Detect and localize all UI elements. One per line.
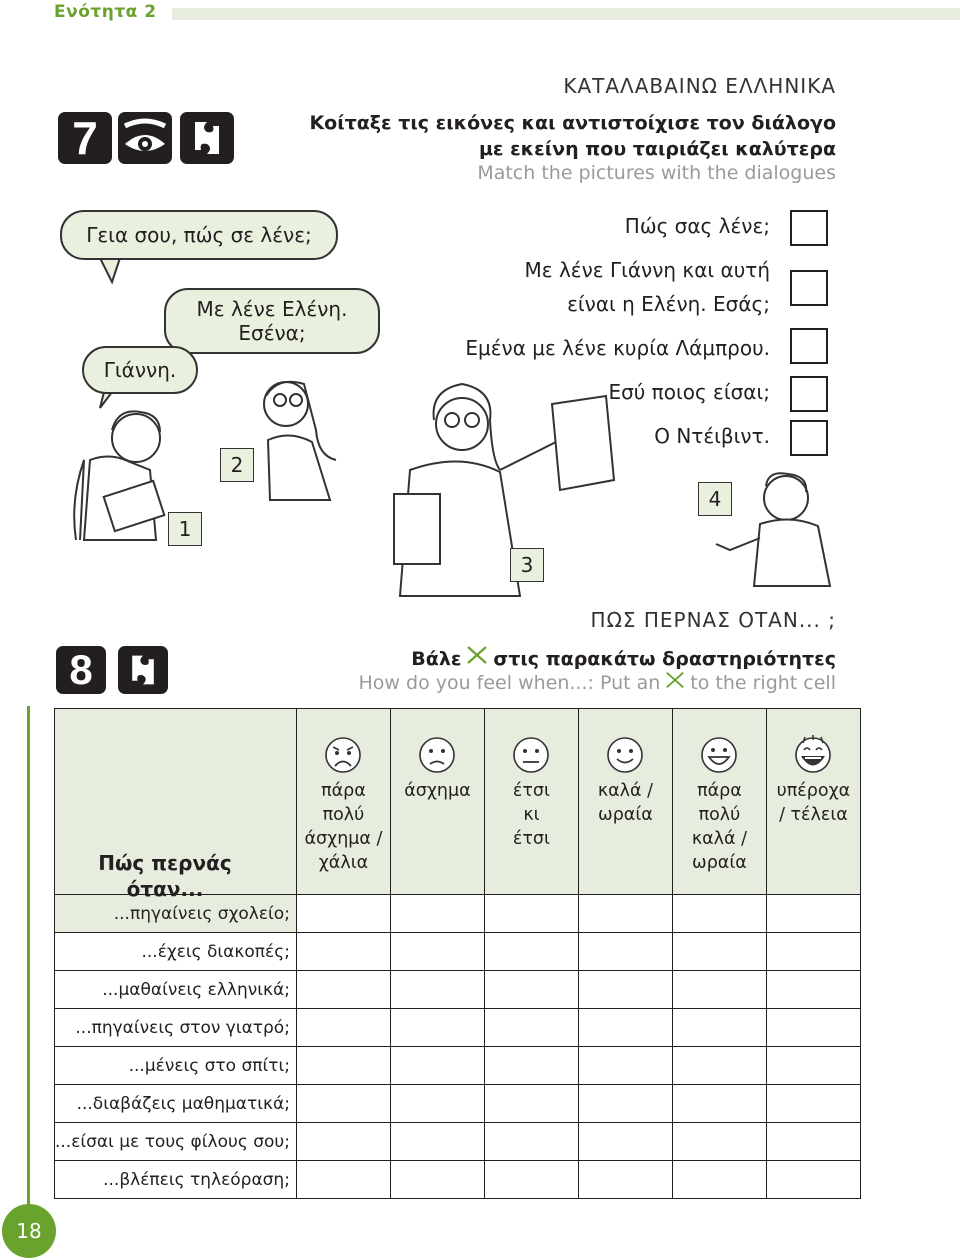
x-mark-icon <box>465 644 489 673</box>
column-excellent <box>766 709 860 895</box>
column-label: / τέλεια <box>779 805 848 825</box>
answer-cell[interactable] <box>390 895 484 933</box>
exercise-7-instruction-2: με εκείνη που ταιριάζει καλύτερα <box>478 138 836 160</box>
answer-cell[interactable] <box>578 1123 672 1161</box>
row-question: ...μαθαίνεις ελληνικά; <box>55 971 297 1009</box>
answer-cell[interactable] <box>296 1085 390 1123</box>
puzzle-icon <box>118 646 168 694</box>
very-sad-face-icon <box>323 735 363 775</box>
table-row <box>55 1161 861 1199</box>
exercise-7-number: 7 <box>58 112 112 164</box>
column-label: καλά / <box>597 781 654 801</box>
table-row <box>55 1123 861 1161</box>
speech-bubble-elena <box>164 288 380 354</box>
answer-cell[interactable] <box>484 1047 578 1085</box>
table-row <box>55 1047 861 1085</box>
page-margin-line <box>27 706 30 1206</box>
answer-cell[interactable] <box>766 971 860 1009</box>
exercise-8-instruction-post: στις παρακάτω δραστηριότητες <box>493 647 836 670</box>
answer-cell[interactable] <box>766 1009 860 1047</box>
column-label: καλά / <box>691 829 748 849</box>
answer-cell[interactable] <box>672 1047 766 1085</box>
table-row <box>55 971 861 1009</box>
exercise-8-instruction-en-post: to the right cell <box>690 671 836 694</box>
table-row <box>55 1085 861 1123</box>
column-label: πάρα <box>697 781 742 801</box>
column-so-so <box>484 709 578 895</box>
speech-bubble-elena-line2: Εσένα; <box>238 321 306 345</box>
answer-cell[interactable] <box>296 1123 390 1161</box>
exercise-7-heading: ΚΑΤΑΛΑΒΑΙΝΩ ΕΛΛΗΝΙΚΑ <box>563 74 836 98</box>
answer-cell[interactable] <box>766 1085 860 1123</box>
column-label: πολύ <box>698 805 741 825</box>
answer-cell[interactable] <box>390 1085 484 1123</box>
answer-cell[interactable] <box>578 971 672 1009</box>
answer-cell[interactable] <box>672 1161 766 1199</box>
row-question: ...έχεις διακοπές; <box>55 933 297 971</box>
column-label: ωραία <box>598 805 653 825</box>
row-question: ...πηγαίνεις στον γιατρό; <box>55 1009 297 1047</box>
speech-bubble-elena-line1: Με λένε Ελένη. <box>196 297 348 321</box>
speech-bubble-giannis: Γιάννη. <box>82 346 198 394</box>
answer-cell[interactable] <box>766 933 860 971</box>
picture-number-4: 4 <box>698 482 732 516</box>
answer-cell[interactable] <box>766 1123 860 1161</box>
dialogue-line-6: Ο Ντέιβιντ. <box>654 424 770 448</box>
answer-cell[interactable] <box>484 933 578 971</box>
answer-cell[interactable] <box>390 1047 484 1085</box>
answer-cell[interactable] <box>390 1123 484 1161</box>
column-label: άσχημα / <box>304 829 383 849</box>
table-row <box>55 1009 861 1047</box>
answer-cell[interactable] <box>766 895 860 933</box>
neutral-face-icon <box>511 735 551 775</box>
answer-cell[interactable] <box>296 1161 390 1199</box>
answer-cell[interactable] <box>672 971 766 1009</box>
column-label: πολύ <box>322 805 365 825</box>
dialogue-line-5: Εσύ ποιος είσαι; <box>608 380 770 404</box>
answer-cell[interactable] <box>672 895 766 933</box>
column-label: κι <box>523 805 540 825</box>
table-corner-title-line2: όταν... <box>126 877 204 901</box>
answer-cell[interactable] <box>672 1085 766 1123</box>
exercise-8-instruction-en <box>359 670 836 695</box>
x-mark-icon <box>664 670 686 695</box>
row-question: ...διαβάζεις μαθηματικά; <box>55 1085 297 1123</box>
row-question: ...πηγαίνεις σχολείο; <box>55 895 297 933</box>
column-very-bad <box>296 709 390 895</box>
column-label: ωραία <box>692 853 747 873</box>
column-label: χάλια <box>318 853 369 873</box>
column-label: έτσι <box>512 781 550 801</box>
answer-cell[interactable] <box>390 1009 484 1047</box>
answer-cell[interactable] <box>578 895 672 933</box>
answer-cell[interactable] <box>766 1161 860 1199</box>
column-label: έτσι <box>512 829 550 849</box>
exercise-8-instruction-en-pre: How do you feel when...: Put an <box>358 671 661 694</box>
column-label: πάρα <box>321 781 366 801</box>
answer-cell[interactable] <box>578 1085 672 1123</box>
answer-cell[interactable] <box>296 933 390 971</box>
answer-cell[interactable] <box>672 1009 766 1047</box>
match-checkbox-5[interactable] <box>790 420 828 456</box>
table-corner-title <box>70 850 260 902</box>
row-question: ...βλέπεις τηλεόραση; <box>55 1161 297 1199</box>
dialogue-line-3: είναι η Ελένη. Εσάς; <box>567 292 770 316</box>
big-smile-face-icon <box>699 735 739 775</box>
exercise-8-number: 8 <box>56 646 106 694</box>
row-question: ...είσαι με τους φίλους σου; <box>55 1123 297 1161</box>
smile-face-icon <box>605 735 645 775</box>
answer-cell[interactable] <box>296 1047 390 1085</box>
column-very-good <box>672 709 766 895</box>
laughing-face-icon <box>791 735 835 775</box>
column-label: άσχημα <box>404 781 471 801</box>
feelings-table <box>54 708 861 1199</box>
answer-cell[interactable] <box>296 895 390 933</box>
answer-cell[interactable] <box>296 1009 390 1047</box>
picture-number-3: 3 <box>510 548 544 582</box>
match-checkbox-1[interactable] <box>790 210 828 246</box>
column-good <box>578 709 672 895</box>
speech-bubble-hello: Γεια σου, πώς σε λένε; <box>60 210 338 260</box>
dialogue-line-2: Με λένε Γιάννη και αυτή <box>524 258 770 282</box>
page-number: 18 <box>2 1204 56 1258</box>
table-corner-title-line1: Πώς περνάς <box>98 851 232 875</box>
answer-cell[interactable] <box>484 1009 578 1047</box>
match-checkbox-3[interactable] <box>790 328 828 364</box>
row-question: ...μένεις στο σπίτι; <box>55 1047 297 1085</box>
picture-number-2: 2 <box>220 448 254 482</box>
answer-cell[interactable] <box>578 933 672 971</box>
column-label: υπέροχα <box>776 781 851 801</box>
exercise-8-instruction <box>411 644 836 673</box>
unit-label: Ενότητα 2 <box>54 2 157 22</box>
answer-cell[interactable] <box>296 971 390 1009</box>
answer-cell[interactable] <box>766 1047 860 1085</box>
exercise-8-heading: ΠΩΣ ΠΕΡΝΑΣ ΟΤΑΝ... ; <box>590 608 836 632</box>
exercise-7-instruction-en: Match the pictures with the dialogues <box>477 162 836 184</box>
answer-cell[interactable] <box>578 1047 672 1085</box>
picture-number-1: 1 <box>168 512 202 546</box>
answer-cell[interactable] <box>390 1161 484 1199</box>
match-checkbox-4[interactable] <box>790 376 828 412</box>
dialogue-line-1: Πώς σας λένε; <box>624 214 770 238</box>
answer-cell[interactable] <box>672 1123 766 1161</box>
answer-cell[interactable] <box>390 971 484 1009</box>
answer-cell[interactable] <box>578 1009 672 1047</box>
table-row <box>55 933 861 971</box>
answer-cell[interactable] <box>484 1161 578 1199</box>
exercise-7-instruction-1: Κοίταξε τις εικόνες και αντιστοίχισε τον διάλογο <box>309 112 836 134</box>
answer-cell[interactable] <box>484 1085 578 1123</box>
answer-cell[interactable] <box>672 933 766 971</box>
exercise-8-instruction-pre: Βάλε <box>411 647 462 670</box>
answer-cell[interactable] <box>484 971 578 1009</box>
answer-cell[interactable] <box>484 895 578 933</box>
sad-face-icon <box>417 735 457 775</box>
answer-cell[interactable] <box>390 933 484 971</box>
dialogue-line-4: Εμένα με λένε κυρία Λάμπρου. <box>465 336 770 360</box>
column-bad <box>390 709 484 895</box>
answer-cell[interactable] <box>578 1161 672 1199</box>
answer-cell[interactable] <box>484 1123 578 1161</box>
match-checkbox-2[interactable] <box>790 270 828 306</box>
